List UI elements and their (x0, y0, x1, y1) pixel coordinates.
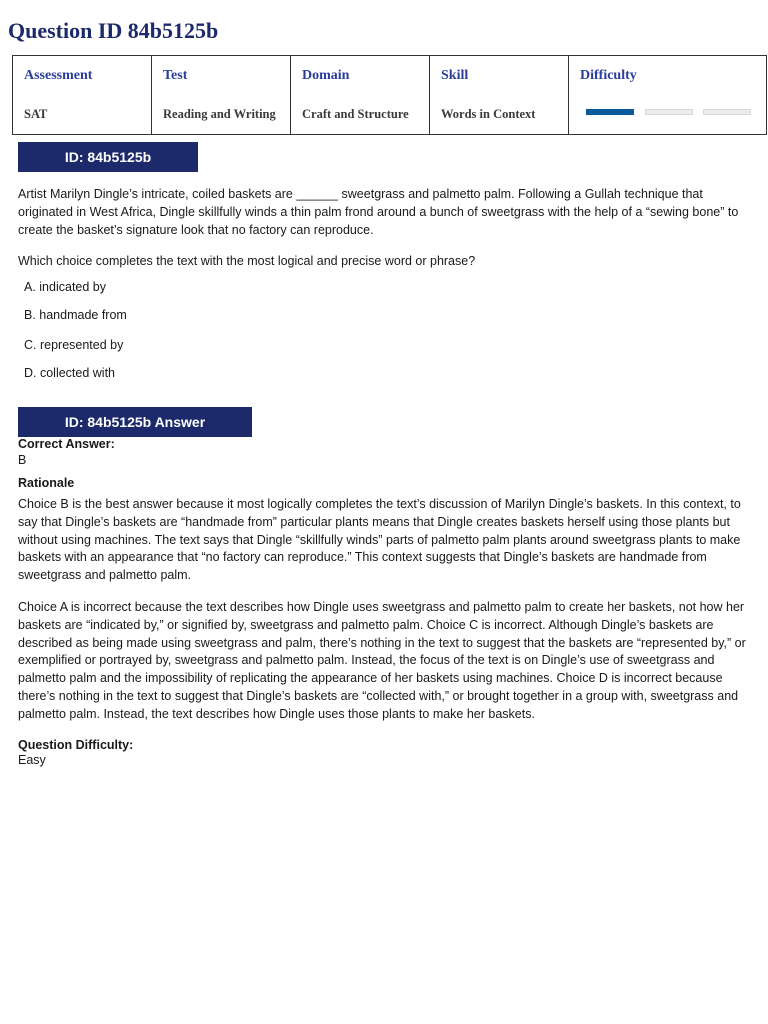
question-difficulty-value: Easy (18, 753, 46, 767)
answer-choice-b[interactable]: B. handmade from (24, 308, 127, 322)
meta-header-test: Test (163, 68, 188, 83)
rationale-paragraph-2: Choice A is incorrect because the text describes how Dingle uses sweetgrass and palmetto palm to create her baskets, not how her baskets are “indicated by,” or signified by, sweetgrass and palmetto palm. Choice C is incorrect. Although Dingle’s baskets are described as being made using sweetgrass and palm, there’s nothing in the text to suggest that the baskets are “represented by,” or exemplified or portrayed by, sweetgrass and palmetto palm. Instead, the focus of the text is on Dingle’s use of sweetgrass and palmetto palm and the impossibility of replicating the appearance of her baskets using machines. Choice D is incorrect because there’s nothing in the text to suggest that Dingle’s baskets are “collected with,” or brought together in a group with, sweetgrass and palmetto palm. Instead, the text describes how Dingle uses those plants to make her baskets. (18, 600, 746, 721)
meta-value-test: Reading and Writing (163, 107, 276, 121)
meta-value-assessment: SAT (24, 107, 48, 121)
answer-choice-a[interactable]: A. indicated by (24, 280, 106, 294)
question-passage: Artist Marilyn Dingle’s intricate, coiled baskets are ______ sweetgrass and palmetto palm. Following a Gullah technique that originated in West Africa, Dingle skillfully winds a thin palm frond around a bunch of sweetgrass with the help of a “sewing bone” to create the basket’s signature look that no factory can reproduce. (18, 187, 739, 237)
meta-cell-difficulty (569, 56, 767, 135)
page-title: Question ID 84b5125b (8, 18, 219, 43)
question-meta-table (12, 55, 767, 135)
meta-cell-assessment (13, 56, 152, 135)
correct-answer-label: Correct Answer: (18, 437, 115, 451)
rationale-heading: Rationale (18, 476, 75, 490)
meta-header-skill: Skill (441, 68, 469, 83)
meta-header-assessment: Assessment (24, 68, 93, 83)
meta-cell-skill (430, 56, 569, 135)
difficulty-bar-2 (645, 109, 693, 115)
rationale-paragraph-1: Choice B is the best answer because it most logically completes the text’s discussion of Marilyn Dingle’s baskets. In this context, to say that Dingle’s baskets are “handmade from” particular plants means that Dingle creates baskets herself using those plants but without using machines. The text says that Dingle “skillfully winds” parts of palmetto palm plants around sweetgrass plants to make baskets with an appearance that “no factory can reproduce.” This context suggests that Dingle’s baskets are handmade from sweetgrass and palmetto palm. (18, 497, 741, 583)
meta-value-domain: Craft and Structure (302, 107, 409, 121)
meta-cell-domain (291, 56, 430, 135)
answer-choice-c[interactable]: C. represented by (24, 338, 124, 352)
answer-id-banner: ID: 84b5125b Answer (18, 407, 252, 437)
difficulty-level-indicator (586, 109, 752, 115)
question-difficulty-label: Question Difficulty: (18, 738, 134, 752)
difficulty-bar-1 (586, 109, 634, 115)
meta-header-difficulty: Difficulty (580, 68, 637, 83)
question-id-banner: ID: 84b5125b (18, 142, 198, 172)
meta-header-domain: Domain (302, 68, 350, 83)
correct-answer-value: B (18, 453, 27, 467)
answer-choice-d[interactable]: D. collected with (24, 366, 116, 380)
question-prompt: Which choice completes the text with the most logical and precise word or phrase? (18, 254, 476, 268)
meta-value-skill: Words in Context (441, 107, 536, 121)
difficulty-bar-3 (703, 109, 751, 115)
meta-cell-test (152, 56, 291, 135)
